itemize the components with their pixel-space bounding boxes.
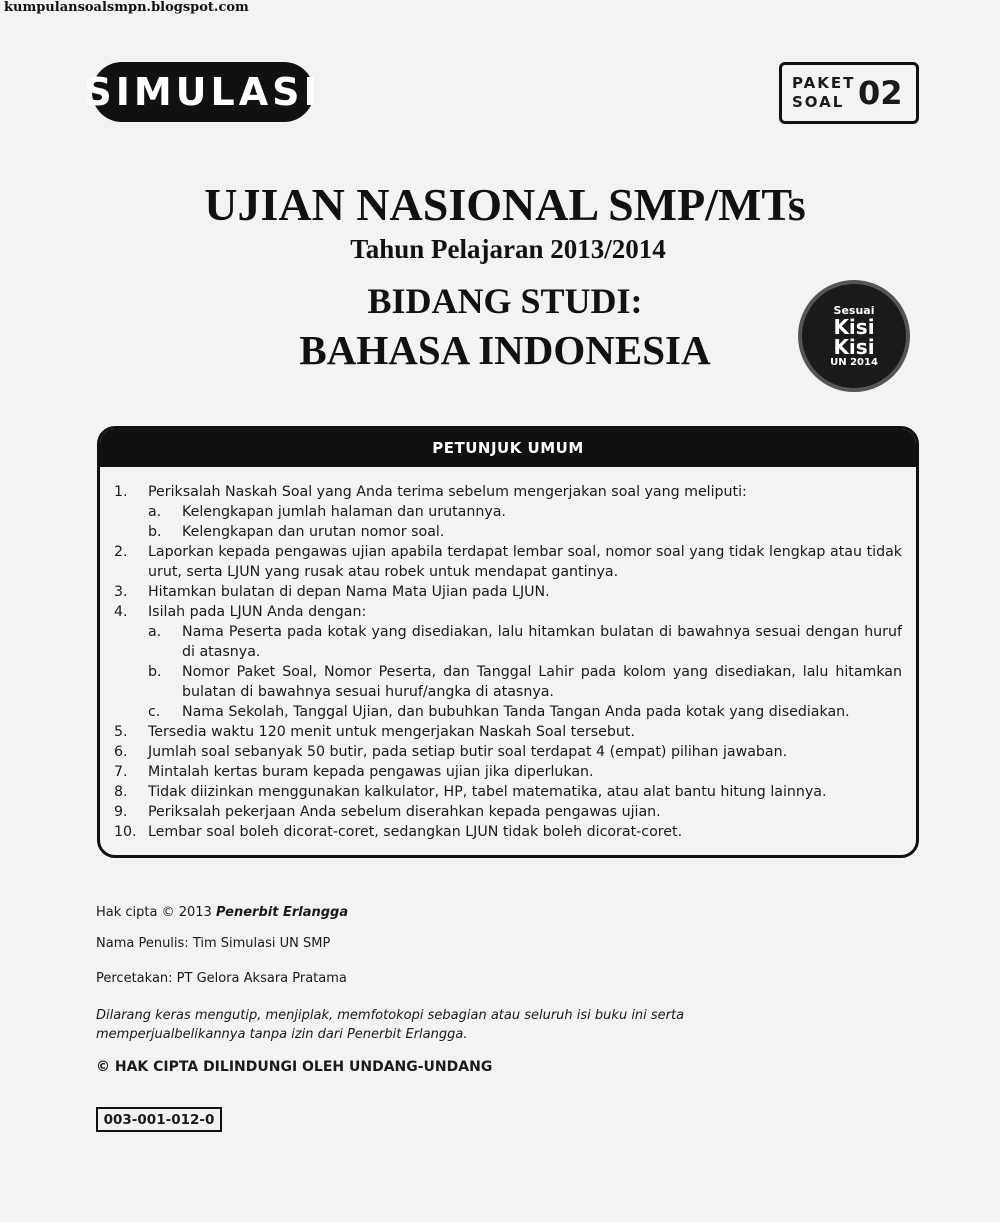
instruction-subitem: [148, 502, 902, 522]
instruction-item: [114, 482, 902, 502]
instruction-item: [114, 542, 902, 582]
instruction-item: [114, 762, 902, 782]
general-instructions-box: [97, 426, 919, 858]
instruction-text: Lembar soal boleh dicorat-coret, sedangkan LJUN tidak boleh dicorat-coret.: [148, 824, 683, 840]
instruction-number: 8.: [114, 784, 128, 800]
instruction-number: 6.: [114, 744, 128, 760]
watermark-url: kumpulansoalsmpn.blogspot.com: [4, 0, 249, 15]
instruction-item: [114, 802, 902, 822]
subitem-letter: b.: [148, 524, 162, 540]
subitem-letter: b.: [148, 664, 162, 680]
instructions-heading: PETUNJUK UMUM: [100, 429, 916, 467]
instruction-subitem: [148, 522, 902, 542]
exam-title: UJIAN NASIONAL SMP/MTs: [204, 179, 806, 230]
instruction-text: Periksalah pekerjaan Anda sebelum diserahkan kepada pengawas ujian.: [148, 804, 661, 820]
kisi-kisi-seal: [798, 280, 910, 392]
instruction-text: Hitamkan bulatan di depan Nama Mata Ujian pada LJUN.: [148, 584, 550, 600]
seal-bottom: UN 2014: [830, 357, 878, 368]
paket-label-line2: SOAL: [792, 93, 845, 111]
subitem-text: Kelengkapan jumlah halaman dan urutannya.: [182, 504, 506, 520]
subitem-letter: a.: [148, 504, 162, 520]
instruction-number: 7.: [114, 764, 128, 780]
subitem-text: Nama Sekolah, Tanggal Ujian, dan bubuhkan Tanda Tangan Anda pada kotak yang disediakan.: [182, 704, 850, 720]
paket-label-line1: PAKET: [792, 74, 856, 92]
book-code: 003-001-012-0: [96, 1107, 222, 1132]
copyright-prefix: Hak cipta © 2013: [96, 905, 216, 920]
instruction-text: Periksalah Naskah Soal yang Anda terima sebelum mengerjakan soal yang meliputi:: [148, 484, 747, 500]
instruction-number: 5.: [114, 724, 128, 740]
instruction-text: Jumlah soal sebanyak 50 butir, pada setiap butir soal terdapat 4 (empat) pilihan jawaban.: [148, 744, 788, 760]
subject-title: BAHASA INDONESIA: [299, 327, 711, 373]
subitem-text: Kelengkapan dan urutan nomor soal.: [182, 524, 445, 540]
instruction-number: 1.: [114, 484, 128, 500]
seal-middle2: Kisi: [833, 335, 875, 359]
copyright-line: [96, 905, 348, 920]
paket-number: 02: [858, 74, 903, 112]
instruction-text: Isilah pada LJUN Anda dengan:: [148, 604, 367, 620]
instruction-number: 2.: [114, 544, 128, 560]
instructions-list: [100, 467, 916, 842]
copy-warning: Dilarang keras mengutip, menjiplak, memfotokopi sebagian atau seluruh isi buku ini serta memperjualbelikannya tanpa izin dari Penerbit Erlangga.: [96, 1008, 685, 1042]
instruction-subitem: [148, 622, 902, 662]
author-line: Nama Penulis: Tim Simulasi UN SMP: [96, 936, 331, 951]
instruction-number: 10.: [114, 824, 137, 840]
school-year: Tahun Pelajaran 2013/2014: [350, 234, 666, 264]
instruction-subitem: [148, 702, 902, 722]
instruction-item: [114, 822, 902, 842]
subitem-text: Nomor Paket Soal, Nomor Peserta, dan Tanggal Lahir pada kolom yang disediakan, lalu hitamkan bulatan di bawahnya sesuai huruf/angka di atasnya.: [182, 664, 902, 700]
seal-middle1: Kisi: [833, 315, 875, 339]
subitem-text: Nama Peserta pada kotak yang disediakan, lalu hitamkan bulatan di bawahnya sesuai dengan huruf di atasnya.: [182, 624, 902, 660]
instruction-number: 3.: [114, 584, 128, 600]
instruction-subitem: [148, 662, 902, 702]
subitem-letter: c.: [148, 704, 161, 720]
instruction-item: [114, 742, 902, 762]
paket-soal-box: [779, 62, 919, 124]
instruction-item: [114, 722, 902, 742]
seal-top: Sesuai: [833, 304, 875, 317]
protected-notice: © HAK CIPTA DILINDUNGI OLEH UNDANG-UNDANG: [96, 1059, 493, 1075]
instruction-text: Tersedia waktu 120 menit untuk mengerjakan Naskah Soal tersebut.: [148, 724, 635, 740]
field-label: BIDANG STUDI:: [367, 281, 643, 321]
instruction-number: 4.: [114, 604, 128, 620]
instruction-text: Laporkan kepada pengawas ujian apabila terdapat lembar soal, nomor soal yang tidak lengkap atau tidak urut, serta LJUN yang rusak atau robek untuk mendapat gantinya.: [148, 544, 902, 580]
instruction-number: 9.: [114, 804, 128, 820]
instruction-item: [114, 602, 902, 622]
printer-line: Percetakan: PT Gelora Aksara Pratama: [96, 971, 347, 986]
instruction-text: Tidak diizinkan menggunakan kalkulator, HP, tabel matematika, atau alat bantu hitung lainnya.: [148, 784, 827, 800]
subitem-letter: a.: [148, 624, 162, 640]
publisher-name: Penerbit Erlangga: [215, 905, 349, 920]
instruction-text: Mintalah kertas buram kepada pengawas ujian jika diperlukan.: [148, 764, 594, 780]
paket-label: [792, 74, 854, 112]
instruction-item: [114, 582, 902, 602]
simulasi-badge: SIMULASI: [92, 62, 314, 122]
instruction-item: [114, 782, 902, 802]
